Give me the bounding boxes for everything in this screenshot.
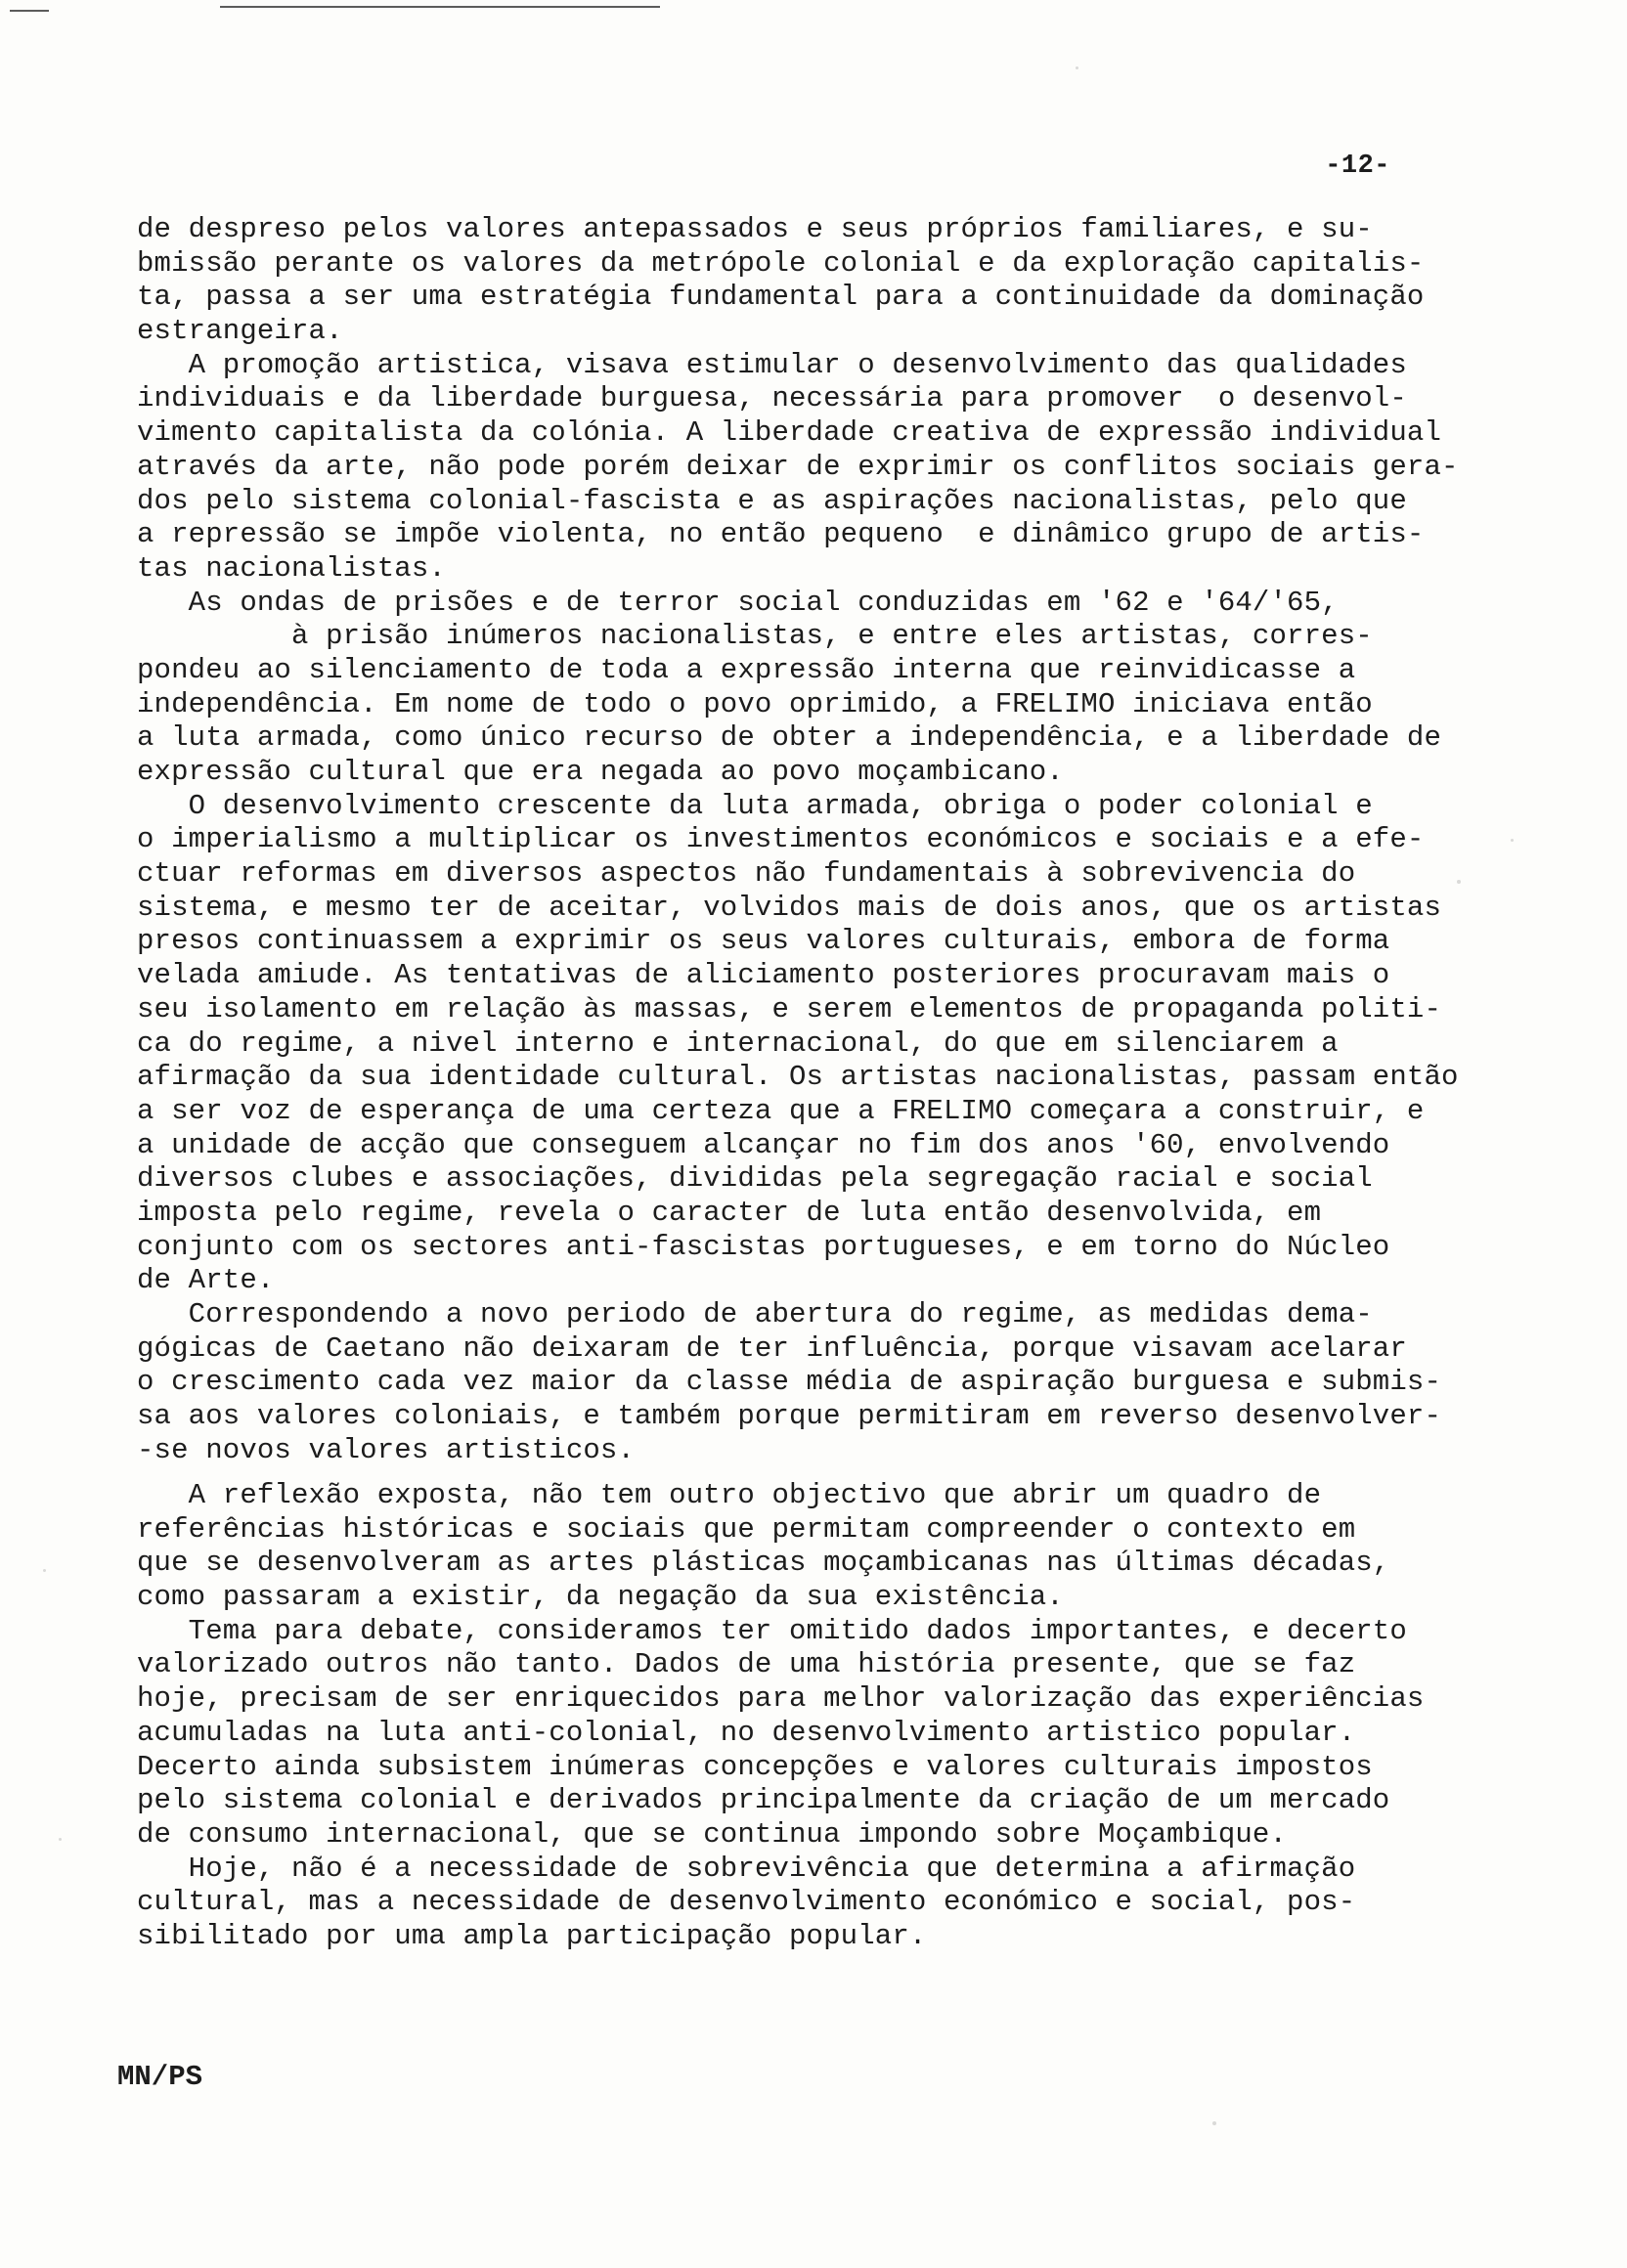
text-line: expressão cultural que era negada ao povo moçambicano. — [137, 756, 1064, 788]
text-line: seu isolamento em relação às massas, e serem elementos de propaganda politi- — [137, 992, 1442, 1025]
text-line: -se novos valores artisticos. — [137, 1433, 636, 1466]
text-line: A promoção artistica, visava estimular o desenvolvimento das qualidades — [137, 348, 1407, 381]
text-line: gógicas de Caetano não deixaram de ter influência, porque visavam acelarar — [137, 1331, 1407, 1365]
text-line: o imperialismo a multiplicar os investimentos económicos e sociais e a efe- — [137, 823, 1425, 856]
text-line: individuais e da liberdade burguesa, necessária para promover o desenvol- — [137, 382, 1407, 415]
text-line: a unidade de acção que conseguem alcançar no fim dos anos '60, envolvendo — [137, 1128, 1390, 1161]
closing-body-text — [137, 1479, 1486, 1954]
text-line: ta, passa a ser uma estratégia fundamental para a continuidade da dominação — [137, 281, 1425, 314]
text-line: conjunto com os sectores anti-fascistas portugueses, e em torno do Núcleo — [137, 1230, 1390, 1263]
scan-speck — [1076, 66, 1078, 69]
text-line: sibilitado por uma ampla participação popular. — [137, 1919, 927, 1952]
text-line: acumuladas na luta anti-colonial, no desenvolvimento artistico popular. — [137, 1716, 1356, 1749]
text-line: de consumo internacional, que se continua impondo sobre Moçambique. — [137, 1817, 1288, 1851]
text-line: Tema para debate, consideramos ter omitido dados importantes, e decerto — [137, 1614, 1407, 1647]
text-line: dos pelo sistema colonial-fascista e as aspirações nacionalistas, pelo que — [137, 484, 1407, 517]
scan-speck — [1457, 880, 1461, 884]
text-line: pelo sistema colonial e derivados principalmente da criação de um mercado — [137, 1784, 1390, 1817]
scan-speck — [59, 1838, 62, 1841]
main-body-text — [137, 213, 1486, 1467]
text-line: pondeu ao silenciamento de toda a expressão interna que reinvidicasse a — [137, 653, 1356, 686]
text-line: referências históricas e sociais que permitam compreender o contexto em — [137, 1512, 1356, 1546]
text-line: O desenvolvimento crescente da luta armada, obriga o poder colonial e — [137, 789, 1373, 822]
text-line: de Arte. — [137, 1264, 275, 1297]
text-line: Hoje, não é a necessidade de sobrevivência que determina a afirmação — [137, 1852, 1356, 1885]
text-line: velada amiude. As tentativas de aliciamento posteriores procuravam mais o — [137, 959, 1390, 992]
text-line: ctuar reformas em diversos aspectos não fundamentais à sobrevivencia do — [137, 857, 1356, 891]
scan-speck — [1511, 839, 1514, 842]
text-line: sa aos valores coloniais, e também porque permitiram em reverso desenvolver- — [137, 1400, 1442, 1433]
scan-speck — [1212, 2121, 1216, 2125]
header-rule — [220, 6, 660, 8]
text-line: cultural, mas a necessidade de desenvolvimento económico e social, pos- — [137, 1886, 1356, 1919]
text-line: As ondas de prisões e de terror social conduzidas em '62 e '64/'65, — [137, 586, 1339, 619]
text-line: a ser voz de esperança de uma certeza que a FRELIMO começara a construir, e — [137, 1094, 1425, 1127]
text-line: vimento capitalista da colónia. A liberdade creativa de expressão individual — [137, 416, 1442, 450]
text-line: hoje, precisam de ser enriquecidos para melhor valorização das experiências — [137, 1682, 1425, 1716]
text-line: independência. Em nome de todo o povo oprimido, a FRELIMO iniciava então — [137, 687, 1373, 720]
text-line: o crescimento cada vez maior da classe média de aspiração burguesa e submis- — [137, 1366, 1442, 1399]
author-initials: MN/PS — [117, 2061, 203, 2093]
text-line: A reflexão exposta, não tem outro objectivo que abrir um quadro de — [137, 1479, 1322, 1511]
text-line: que se desenvolveram as artes plásticas moçambicanas nas últimas décadas, — [137, 1547, 1390, 1580]
text-line: a luta armada, como único recurso de obter a independência, e a liberdade de — [137, 721, 1442, 755]
text-line: como passaram a existir, da negação da sua existência. — [137, 1581, 1064, 1614]
text-line: diversos clubes e associações, divididas pela segregação racial e social — [137, 1162, 1373, 1196]
text-line: à prisão inúmeros nacionalistas, e entre eles artistas, corres- — [137, 620, 1373, 653]
text-line: sistema, e mesmo ter de aceitar, volvidos mais de dois anos, que os artistas — [137, 891, 1442, 924]
text-line: tas nacionalistas. — [137, 551, 446, 585]
text-line: valorizado outros não tanto. Dados de uma história presente, que se faz — [137, 1648, 1356, 1681]
text-line: ca do regime, a nivel interno e internacional, do que em silenciarem a — [137, 1026, 1339, 1060]
text-line: através da arte, não pode porém deixar de exprimir os conflitos sociais gera- — [137, 450, 1459, 483]
text-line: afirmação da sua identidade cultural. Os artistas nacionalistas, passam então — [137, 1061, 1459, 1094]
text-line: Correspondendo a novo periodo de abertura do regime, as medidas dema- — [137, 1298, 1373, 1330]
text-line: bmissão perante os valores da metrópole colonial e da exploração capitalis- — [137, 246, 1425, 280]
text-line: presos continuassem a exprimir os seus valores culturais, embora de forma — [137, 925, 1390, 958]
text-line: a repressão se impõe violenta, no então pequeno e dinâmico grupo de artis- — [137, 518, 1425, 551]
scan-speck — [43, 1569, 46, 1572]
text-line: de despreso pelos valores antepassados e seus próprios familiares, e su- — [137, 213, 1373, 245]
text-line: imposta pelo regime, revela o caracter de luta então desenvolvida, em — [137, 1196, 1322, 1229]
header-rule-left — [10, 10, 49, 12]
text-line: Decerto ainda subsistem inúmeras concepções e valores culturais impostos — [137, 1750, 1373, 1783]
page-number: -12- — [1325, 152, 1390, 181]
text-line: estrangeira. — [137, 315, 343, 348]
